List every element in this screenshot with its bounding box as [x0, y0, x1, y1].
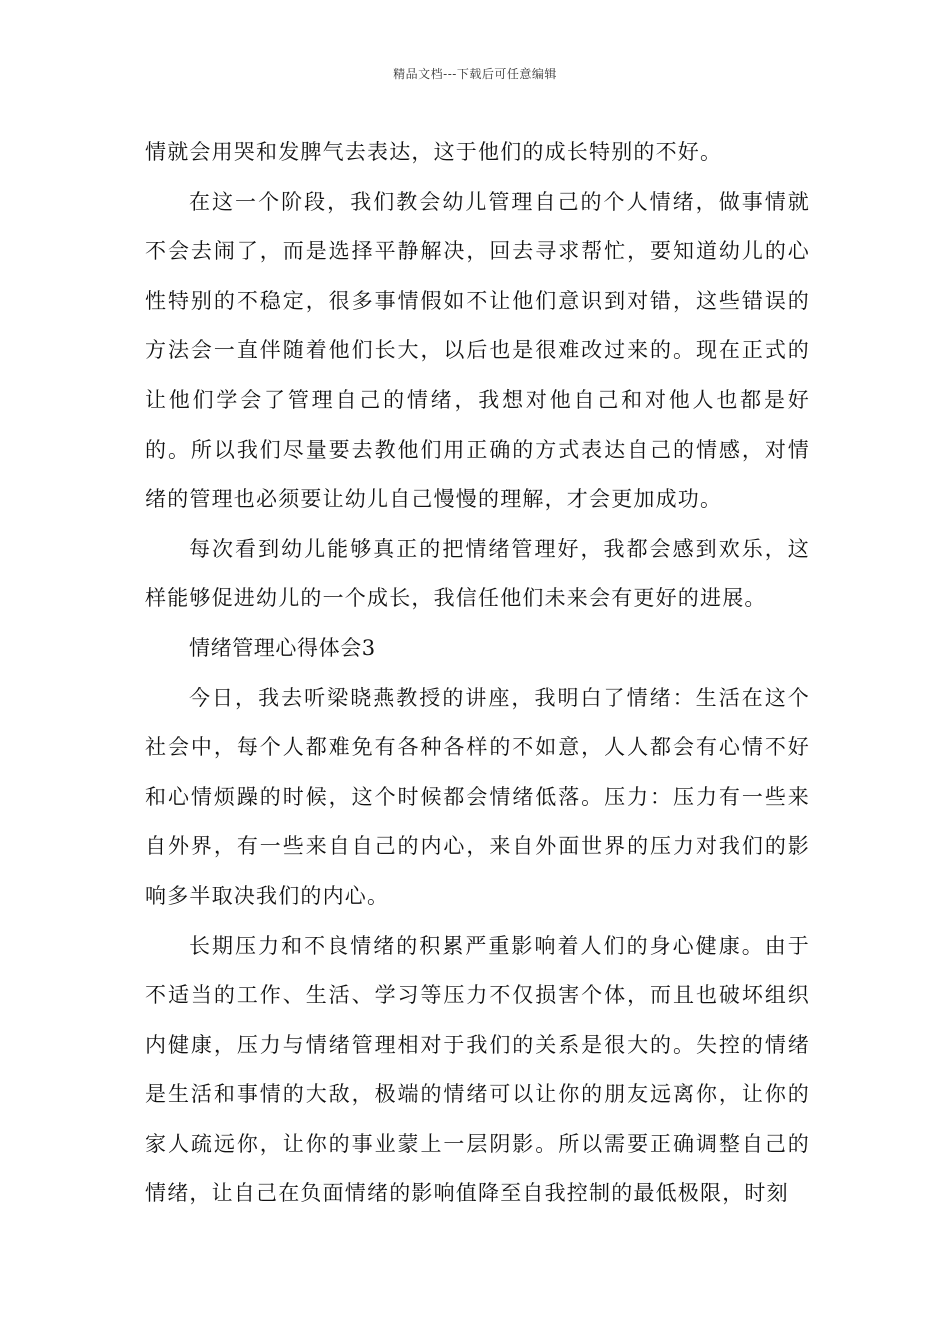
paragraph-continuation: 情就会用哭和发脾气去表达，这于他们的成长特别的不好。 [145, 140, 723, 164]
paragraph-long-term-stress: 长期压力和不良情绪的积累严重影响着人们的身心健康。由于不适当的工作、生活、学习等压力不仅损害个体，而且也破坏组织内健康，压力与情绪管理相对于我们的关系是很大的。失控的情绪是生活和事情的大敌，极端的情绪可以让你的朋友远离你，让你的家人疏远你，让你的事业蒙上一层阴影。所以需要正确调整自己的情绪，让自己在负面情绪的影响值降至自我控制的最低极限，时刻 [145, 933, 810, 1206]
paragraph-lecture: 今日，我去听梁晓燕教授的讲座，我明白了情绪：生活在这个社会中，每个人都难免有各种各样的不如意，人人都会有心情不好和心情烦躁的时候，这个时候都会情绪低落。压力：压力有一些来自外界，有一些来自自己的内心，来自外面世界的压力对我们的影响多半取决我们的内心。 [145, 685, 810, 908]
document-body [145, 128, 810, 1219]
paragraph-emotion-management: 在这一个阶段，我们教会幼儿管理自己的个人情绪，做事情就不会去闹了，而是选择平静解决，回去寻求帮忙，要知道幼儿的心性特别的不稳定，很多事情假如不让他们意识到对错，这些错误的方法会一直伴随着他们长大，以后也是很难改过来的。现在正式的让他们学会了管理自己的情绪，我想对他自己和对他人也都是好的。所以我们尽量要去教他们用正确的方式表达自己的情感，对情绪的管理也必须要让幼儿自己慢慢的理解，才会更加成功。 [145, 189, 810, 512]
section-heading: 情绪管理心得体会3 [189, 635, 376, 660]
paragraph-child-growth: 每次看到幼儿能够真正的把情绪管理好，我都会感到欢乐，这样能够促进幼儿的一个成长，我信任他们未来会有更好的进展。 [145, 536, 810, 611]
page-header: 精品文档---下载后可任意编辑 [393, 67, 557, 81]
